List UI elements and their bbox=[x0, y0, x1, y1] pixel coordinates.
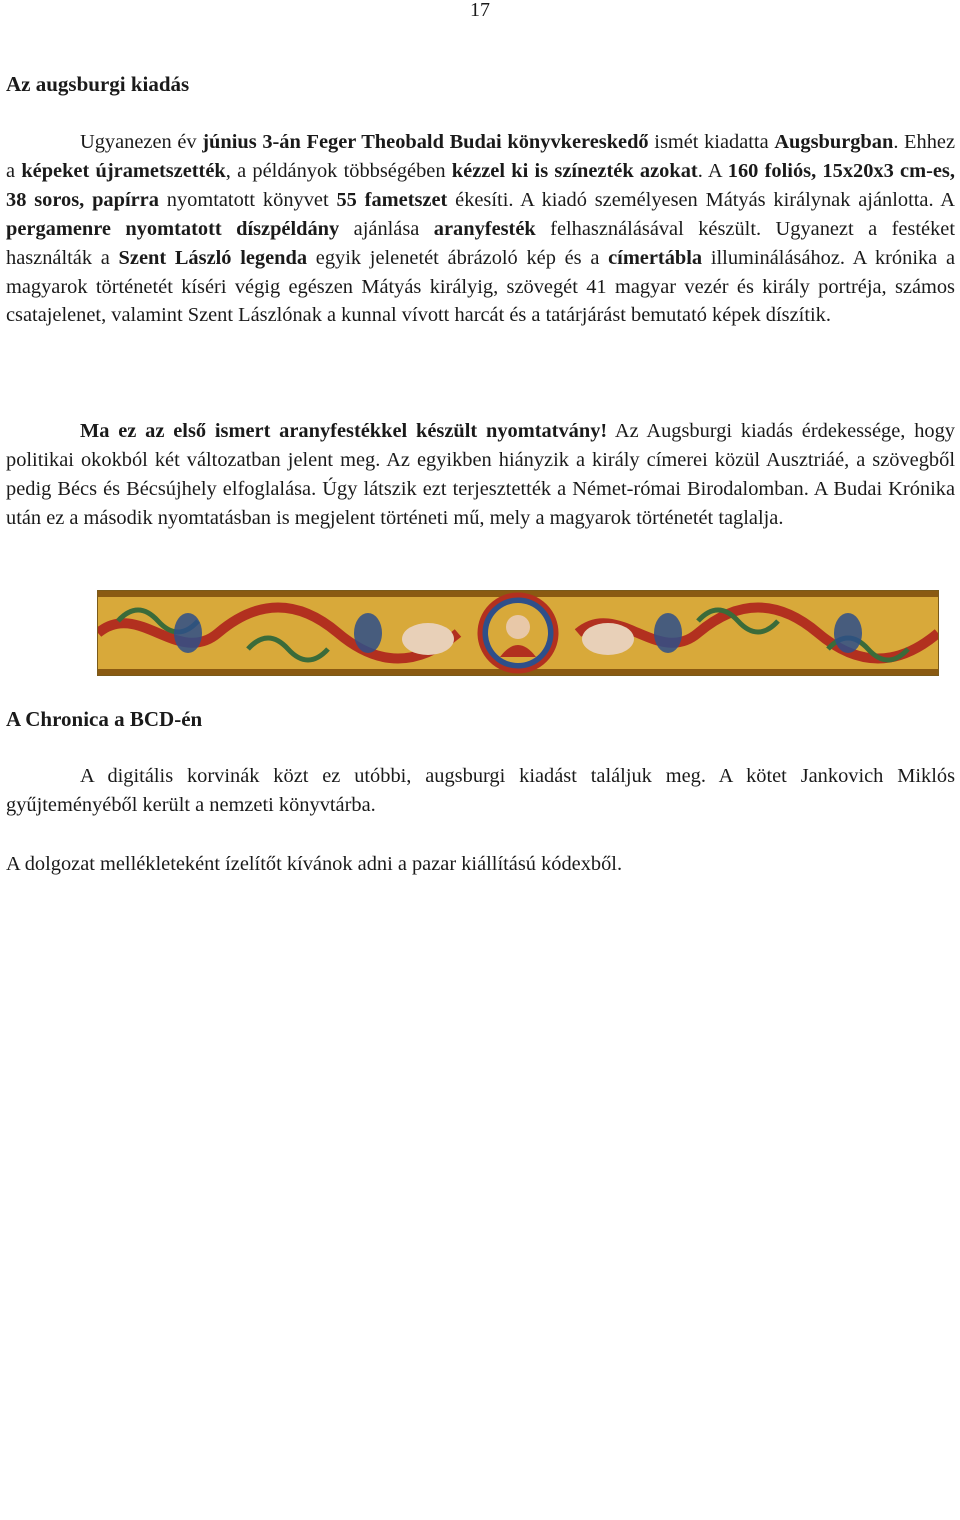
ornament-image bbox=[98, 591, 938, 675]
augsburg-text-run: , a példányok többségében bbox=[225, 159, 452, 182]
paragraph-gold-print bbox=[6, 417, 955, 533]
decorative-ornament-banner bbox=[97, 590, 939, 676]
augsburg-text-run: egyik jelenetét ábrázoló kép és a bbox=[307, 246, 609, 269]
augsburg-text-run: ékesíti. A kiadó személyesen Mátyás királynak ajánlotta. A bbox=[447, 188, 955, 211]
augsburg-text-run: felhasználásával készült. Ugyanezt a festéket használták a bbox=[6, 217, 955, 269]
augsburg-text-run: 160 foliós, 15x20x3 cm-es, 38 soros, papírra bbox=[6, 159, 955, 211]
augsburg-text-run: kézzel ki is színezték azokat bbox=[451, 159, 698, 182]
augsburg-text-run: ajánlása bbox=[339, 217, 434, 240]
paragraph-digital-corvinas: A digitális korvinák közt ez utóbbi, augsburgi kiadást találjuk meg. A kötet Jankovich Miklós gyűjteményéből került a nemzeti könyvtárba. bbox=[6, 765, 955, 816]
augsburg-text-run: illuminálásához. A krónika a magyarok történetét kíséri végig egészen Mátyás királyig, szövegét 41 magyar vezér és király portréja, számos csatajelenet, valamint Szent Lászlónak a kunnal vívott harcát és a tatárjárást bemutató képek díszítik. bbox=[6, 246, 955, 327]
augsburg-text-run: 55 fametszet bbox=[336, 188, 448, 211]
augsburg-text-run: címertábla bbox=[608, 246, 703, 269]
section-heading-chronica-bcd: A Chronica a BCD-én bbox=[6, 707, 203, 731]
augsburg-text-run: nyomtatott könyvet bbox=[158, 188, 337, 211]
augsburg-text-run: aranyfesték bbox=[433, 217, 536, 240]
augsburg-text-run: pergamenre nyomtatott díszpéldány bbox=[6, 217, 340, 240]
section-heading-augsburg: Az augsburgi kiadás bbox=[6, 72, 190, 96]
augsburg-text-run: június 3-án Feger Theobald Budai könyvkereskedő bbox=[202, 131, 649, 153]
augsburg-text-run: képeket újrametszették bbox=[21, 159, 226, 182]
gold-print-text-run: Ma ez az első ismert aranyfestékkel készült nyomtatvány! bbox=[80, 420, 608, 442]
augsburg-text-run: Szent László legenda bbox=[118, 246, 308, 269]
paragraph-augsburg-edition bbox=[6, 128, 955, 330]
augsburg-text-run: Augsburgban bbox=[774, 131, 894, 153]
augsburg-text-run: Ugyanezen év bbox=[80, 131, 203, 153]
augsburg-text-run: ismét kiadatta bbox=[648, 131, 775, 153]
augsburg-text-run: . A bbox=[697, 159, 728, 182]
augsburg-text-run: . Ehhez a bbox=[6, 131, 956, 182]
paragraph-appendix-note: A dolgozat mellékleteként ízelítőt kívánok adni a pazar kiállítású kódexből. bbox=[6, 853, 623, 875]
page-number: 17 bbox=[470, 0, 490, 21]
gold-print-text-run: Az Augsburgi kiadás érdekessége, hogy politikai okokból két változatban jelent meg. Az egyikben hiányzik a király címerei közül Ausztriáé, a szövegből pedig Bécs és Bécsújhely elfoglalása. Úgy látszik ezt terjesztették a Német-római Birodalomban. A Budai Krónika után ez a második nyomtatásban is megjelent történeti mű, mely a magyarok történetét taglalja. bbox=[6, 420, 955, 529]
